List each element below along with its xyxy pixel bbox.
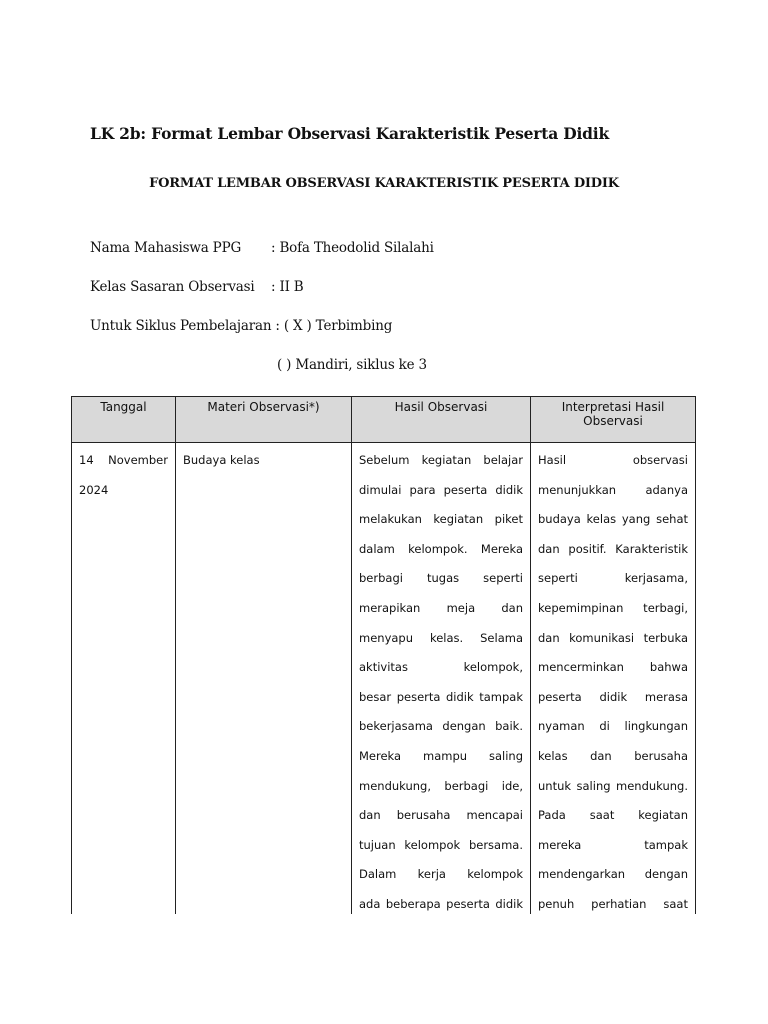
hasil-line: melakukan kegiatan piket (359, 512, 523, 527)
interpretasi-line: kelas dan berusaha (538, 748, 688, 763)
interpretasi-line: dan positif. Karakteristik (538, 541, 688, 556)
interpretasi-line: penuh perhatian saat (538, 896, 688, 911)
interpretasi-line: budaya kelas yang sehat (538, 512, 688, 527)
interpretasi-line: menunjukkan adanya (538, 482, 688, 497)
header-hasil: Hasil Observasi (352, 397, 531, 443)
table-header-row (72, 397, 696, 443)
hasil-line: besar peserta didik tampak (359, 689, 523, 704)
interpretasi-line: seperti kerjasama, (538, 571, 688, 586)
page-bottom (0, 914, 768, 1024)
tanggal-line: 14 November (79, 453, 168, 467)
nama-value: : Bofa Theodolid Silalahi (271, 240, 434, 256)
interpretasi-line: mereka tampak (538, 837, 688, 852)
header-materi: Materi Observasi*) (176, 397, 352, 443)
hasil-line: aktivitas kelompok, (359, 660, 523, 675)
field-kelas (90, 279, 304, 295)
observation-table (71, 396, 696, 1003)
hasil-line: menyapu kelas. Selama (359, 630, 523, 645)
hasil-line: Dalam kerja kelompok (359, 867, 523, 882)
hasil-line: berbagi tugas seperti (359, 571, 523, 586)
mandiri-line: ( ) Mandiri, siklus ke 3 (277, 357, 427, 373)
field-nama (90, 240, 434, 256)
hasil-line: Sebelum kegiatan belajar (359, 453, 523, 467)
header-interpretasi: Interpretasi Hasil Observasi (531, 397, 696, 443)
hasil-line: dan berusaha mencapai (359, 808, 523, 823)
interpretasi-line: mendengarkan dengan (538, 867, 688, 882)
interpretasi-line: nyaman di lingkungan (538, 719, 688, 734)
interpretasi-line: mencerminkan bahwa (538, 660, 688, 675)
interpretasi-line: kepemimpinan terbagi, (538, 600, 688, 615)
document-heading: LK 2b: Format Lembar Observasi Karakteristik Peserta Didik (90, 124, 610, 143)
hasil-line: tujuan kelompok bersama. (359, 837, 523, 852)
hasil-line: Mereka mampu saling (359, 748, 523, 763)
kelas-value: : II B (271, 279, 304, 295)
interpretasi-line: Pada saat kegiatan (538, 808, 688, 823)
interpretasi-line: dan komunikasi terbuka (538, 630, 688, 645)
hasil-line: ada beberapa peserta didik (359, 896, 523, 911)
interpretasi-line: peserta didik merasa (538, 689, 688, 704)
header-tanggal: Tanggal (72, 397, 176, 443)
kelas-label: Kelas Sasaran Observasi (90, 279, 255, 295)
hasil-line: merapikan meja dan (359, 600, 523, 615)
interpretasi-line: untuk saling mendukung. (538, 778, 688, 793)
hasil-line: bekerjasama dengan baik. (359, 719, 523, 734)
nama-label: Nama Mahasiswa PPG (90, 240, 242, 256)
siklus-line: Untuk Siklus Pembelajaran : ( X ) Terbimbing (90, 318, 393, 334)
hasil-line: mendukung, berbagi ide, (359, 778, 523, 793)
form-title: FORMAT LEMBAR OBSERVASI KARAKTERISTIK PESERTA DIDIK (149, 176, 619, 191)
tanggal-line: 2024 (79, 482, 109, 497)
hasil-line: dalam kelompok. Mereka (359, 541, 523, 556)
interpretasi-line: Hasil observasi (538, 453, 688, 467)
materi-text: Budaya kelas (183, 453, 260, 467)
hasil-line: dimulai para peserta didik (359, 482, 523, 497)
